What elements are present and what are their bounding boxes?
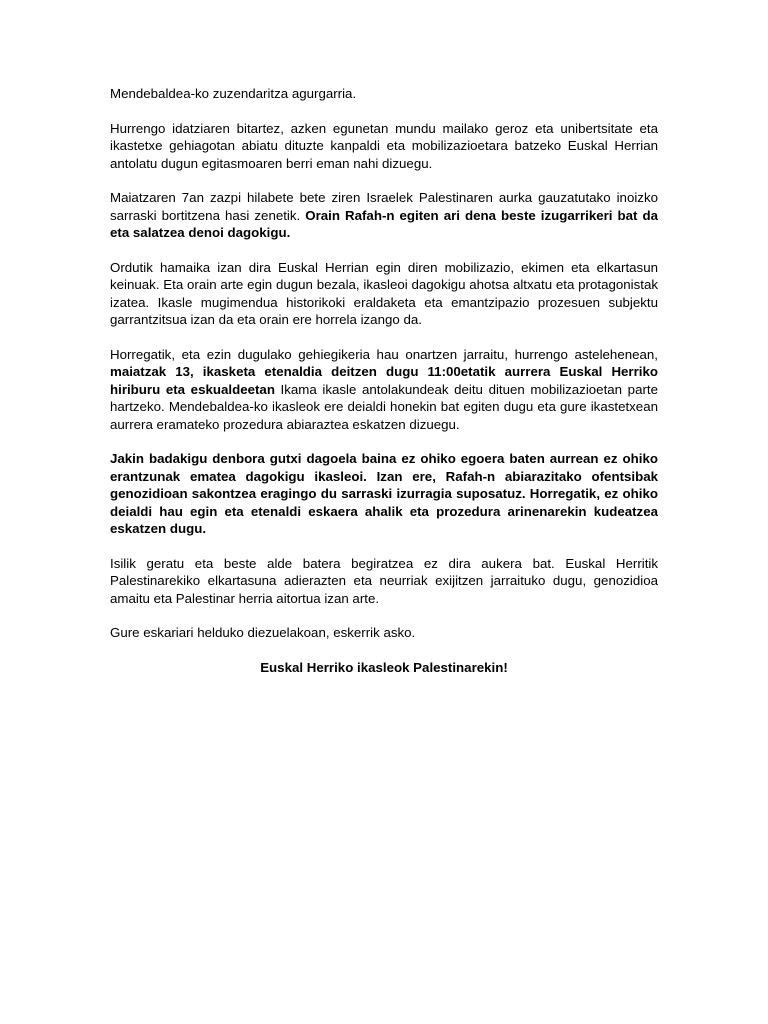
paragraph-rafah: [110, 189, 658, 241]
paragraph-urgent-request: Jakin badakigu denbora gutxi dagoela baina ez ohiko egoera baten aurrean ez ohiko erantzunak ematea dagokigu ikasleoi. Izan ere, Rafah-n abiarazitako ofentsibak genozidioan sakontzea eragingo du sarraski izurragia suposatuz. Horregatik, ez ohiko deialdi hau egin eta etenaldi eskaera ahalik eta prozedura arinenarekin kudeatzea eskatzen dugu.: [110, 451, 658, 537]
closing-line: Gure eskariari helduko diezuelakoan, eskerrik asko.: [110, 625, 416, 641]
paragraph-strike-text-start: Horregatik, eta ezin dugulako gehiegikeria hau onartzen jarraitu, hurrengo astelehenean,: [110, 347, 658, 363]
paragraph-strike-emphasis: maiatzak 13, ikasketa etenaldia deitzen dugu 11:00etatik aurrera Euskal Herriko hiriburu eta eskualdeetan: [110, 364, 658, 397]
paragraph-strike-call: [110, 346, 658, 433]
letter-body: [110, 85, 658, 677]
paragraph-strike-text-end: Ikama ikasle antolakundeak deitu dituen mobilizazioetan parte hartzeko. Mendebaldea-ko ikasleok ere deialdi honekin bat egiten dugu eta gure ikastetxean aurrera eramateko prozedura abiaraztea eskatzen dizuegu.: [110, 381, 658, 432]
paragraph-rafah-text: Maiatzaren 7an zazpi hilabete bete ziren Israelek Palestinaren aurka gauzatutako inoizko sarraski bortitzena hasi zenetik.: [110, 190, 658, 223]
paragraph-rafah-emphasis: Orain Rafah-n egiten ari dena beste izugarrikeri bat da eta salatzea denoi dagokigu.: [110, 207, 658, 241]
paragraph-mobilization: Ordutik hamaika izan dira Euskal Herrian egin diren mobilizazio, ekimen eta elkartasun keinuak. Eta orain arte egin dugun bezala, ikasleoi dagokigu ahotsa altxatu eta protagonistak izatea. Ikasle mugimendua historikoki eraldaketa eta emantzipazio prozesuen subjektu garrantzitsua izan da eta orain ere horrela izango da.: [110, 260, 658, 328]
greeting: Mendebaldea-ko zuzendaritza agurgarria.: [110, 86, 357, 101]
paragraph-solidarity: Isilik geratu eta beste alde batera begiratzea ez dira aukera bat. Euskal Herritik Palestinarekiko elkartasuna adierazten eta neurriak exijitzen jarraituko dugu, genozidioa amaitu eta Palestinar herria aitortua izan arte.: [110, 555, 658, 606]
paragraph-intro: Hurrengo idatziaren bitartez, azken egunetan mundu mailako geroz eta unibertsitate eta ikastetxe gehiagotan abiatu dituzte kanpaldi eta mobilizazioetara batzeko Euskal Herrian antolatu dugun egitasmoaren berri eman nahi dizuegu.: [110, 120, 658, 171]
signature: Euskal Herriko ikasleok Palestinarekin!: [260, 660, 508, 676]
